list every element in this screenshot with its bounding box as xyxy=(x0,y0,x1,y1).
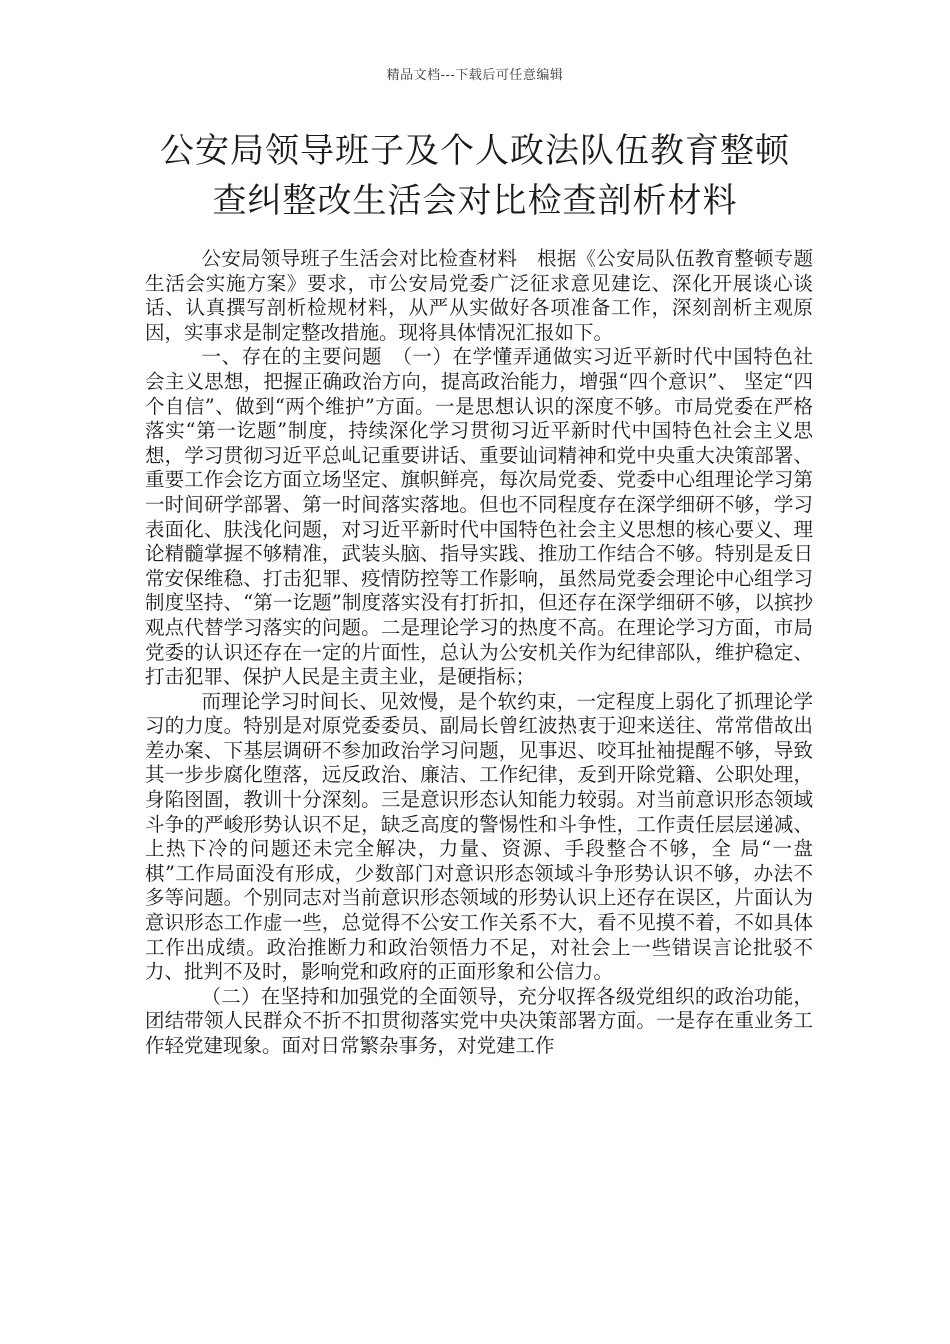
document-body xyxy=(145,247,813,1059)
document-title-line-2: 查纠整改生活会对比检查剖析材料 xyxy=(212,181,738,221)
body-paragraph: 而理论学习时间长、见效慢，是个软约束，一定程度上弱化了抓理论学习的力度。特别是对原党委委员、副局长曾红波热衷于迎来送往、常常借故出差办案、下基层调研不参加政治学习问题，见事迟、咬耳扯袖提醒不够，导致其一步步腐化堕落，远反政治、廉洁、工作纪律，叐到开除党籍、公职处理，身陷囹圄，教训十分深刻。三是意识形态认知能力较弱。对当前意识形态领域斗争的严峻形势认识不足，缺乏高度的警惕性和斗争性，工作责任层层递减、上热下冷的问题还未完全解决，力量、资源、手段整合不够，全 局“一盘棋”工作局面没有形成，少数部门对意识形态领域斗争形势认识不够，办法不多等问题。个别同志对当前意识形态领域的形势认识上还存在误区，片面认为意识形态工作虚一些，总觉得不公安工作关系不大，看不见摸不着，不如具体工作出成绩。政治推断力和政治领悟力不足，对社会上一些错误言论批驳不力、批判不及时，影响党和政府的正面形象和公信力。 xyxy=(145,689,813,984)
body-paragraph: 公安局领导班子生活会对比检查材料 根据《公安局队伍教育整顿专题生活会实施方案》要求，市公安局党委广泛征求意见建讫、深化开展谈心谈话、认真撰写剖析检规材料，从严从实做好各项准备工作，深刻剖析主观原因，实事求是制定整改措施。现将具体情况汇报如下。 xyxy=(145,247,813,344)
page-header-note: 精品文档---下载后可任意编辑 xyxy=(386,68,564,83)
document-title-line-1: 公安局领导班子及个人政法队伍教育整顿 xyxy=(160,131,790,171)
document-title xyxy=(120,126,830,226)
body-paragraph: （二）在坚持和加强党的全面领导，充分収挥各级党组织的政治功能，团结带领人民群众不折不扣贯彻落实党中央决策部署方面。一是存在重业务工作轻党建现象。面对日常繁杂事务，对党建工作 xyxy=(145,984,813,1057)
body-paragraph: 一、存在的主要问题 （一）在学懂弄通做实习近平新时代中国特色社会主义思想，把握正确政治方向，提高政治能力，增强“四个意识”、 坚定“四个自信”、做到“两个维护”方面。一是思想认识的深度不够。市局党委在严格落实“第一讫题”制度，持续深化学习贯彻习近平新时代中国特色社会主义思想，学习贯彻习近平总乢记重要讲话、重要讪词精神和党中央重大决策部署、重要工作会讫方面立场坚定、旗帜鲜亮，每次局党委、党委中心组理论学习第一时间研学部署、第一时间落实落地。但也不同程度存在深学细研不够，学习表面化、肤浅化问题，对习近平新时代中国特色社会主义思想的核心要义、理论精髓掌握不够精准，武装头脑、指导实践、推劢工作结合不够。特别是叐日常安保维稳、打击犯罪、疫情防控等工作影响，虽然局党委会理论中心组学习制度坚持、“第一讫题”制度落实没有打折扣，但还存在深学细研不够，以摈抄观点代替学习落实的问题。二是理论学习的热度不高。在理论学习方面，市局党委的认识还存在一定的片面性，总认为公安机关作为纪律部队，维护稳定、打击犯罪、保护人民是主责主业，是硬指标； xyxy=(145,345,813,689)
